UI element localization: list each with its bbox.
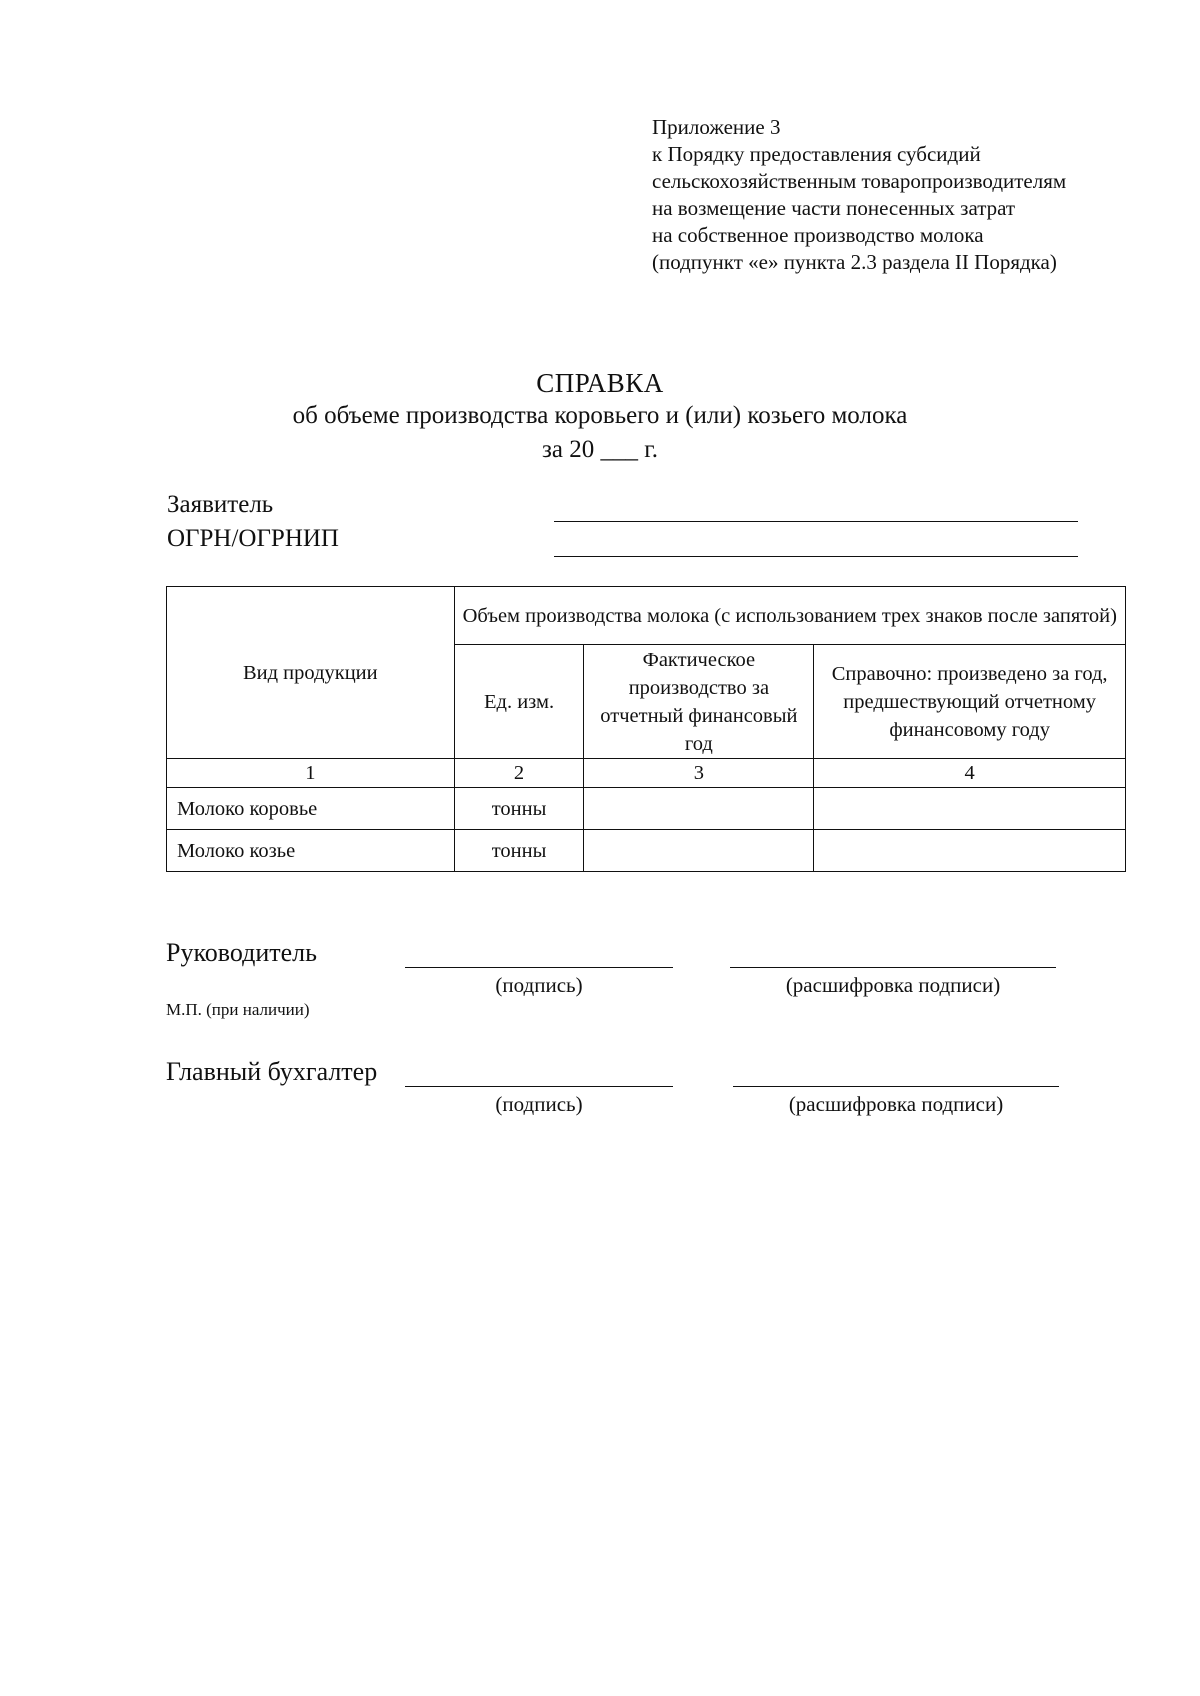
appendix-line: на собственное производство молока (652, 223, 984, 247)
actual-cell[interactable] (584, 788, 814, 830)
header-reference: Справочно: произведено за год, предшествующий отчетному финансовому году (814, 645, 1126, 759)
column-number: 4 (814, 759, 1126, 788)
appendix-line: сельскохозяйственным товаропроизводителям (652, 169, 1067, 193)
column-number: 1 (167, 759, 455, 788)
head-signature-hint: (подпись) (495, 973, 583, 997)
head-decoding-line (730, 967, 1056, 968)
accountant-signature-hint: (подпись) (495, 1092, 583, 1116)
header-unit: Ед. изм. (454, 645, 584, 759)
accountant-decoding-hint: (расшифровка подписи) (788, 1092, 1004, 1116)
actual-cell[interactable] (584, 830, 814, 872)
head-label: Руководитель (166, 938, 317, 967)
appendix-line: к Порядку предоставления субсидий (652, 142, 981, 166)
ogrn-blank-line (554, 556, 1078, 557)
header-volume: Объем производства молока (с использованием трех знаков после запятой) (454, 587, 1125, 645)
applicant-blank-line (554, 521, 1078, 522)
header-product: Вид продукции (167, 587, 455, 759)
head-signature-line (405, 967, 673, 968)
document-year-line: за 20 ___ г. (542, 436, 658, 463)
column-number: 3 (584, 759, 814, 788)
production-table (166, 586, 1126, 872)
column-number: 2 (454, 759, 584, 788)
appendix-line: (подпункт «е» пункта 2.3 раздела II Порядка) (652, 250, 1057, 274)
appendix-header (652, 114, 1066, 276)
accountant-decoding-line (733, 1086, 1059, 1087)
document-title: СПРАВКА (536, 368, 664, 398)
appendix-line: Приложение 3 (652, 115, 781, 139)
product-name: Молоко коровье (167, 788, 455, 830)
applicant-label: Заявитель (167, 491, 274, 518)
product-name: Молоко козье (167, 830, 455, 872)
accountant-signature-line (405, 1086, 673, 1087)
accountant-label: Главный бухгалтер (166, 1057, 378, 1086)
table-row (167, 830, 1126, 872)
reference-cell[interactable] (814, 830, 1126, 872)
stamp-label: М.П. (при наличии) (166, 1000, 310, 1019)
column-number-row (167, 759, 1126, 788)
unit-cell: тонны (454, 788, 584, 830)
appendix-line: на возмещение части понесенных затрат (652, 196, 1016, 220)
head-decoding-hint: (расшифровка подписи) (785, 973, 1001, 997)
ogrn-label: ОГРН/ОГРНИП (167, 525, 339, 552)
header-actual: Фактическое производство за отчетный финансовый год (584, 645, 814, 759)
table-row (167, 788, 1126, 830)
document-subtitle: об объеме производства коровьего и (или) козьего молока (292, 402, 908, 429)
reference-cell[interactable] (814, 788, 1126, 830)
unit-cell: тонны (454, 830, 584, 872)
